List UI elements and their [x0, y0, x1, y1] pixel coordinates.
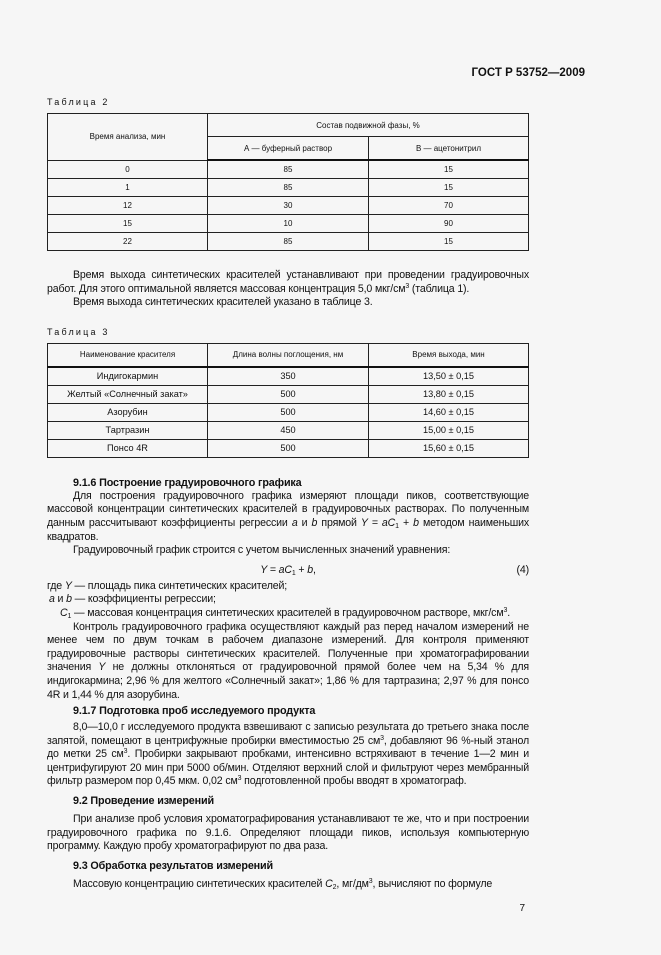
text: Контроль градуировочного графика осуществляют каждый раз перед началом измерений не менее чем по двум точкам в рабочем диапазоне измерений. Для контроля применяют градуировочные растворы синтетических красителей. Полученные при хроматографировании значения — [47, 620, 529, 674]
text: Градуировочный график строится с учетом вычисленных значений уравнения: — [73, 544, 451, 557]
section-9-2 — [47, 794, 529, 854]
table-header-cell: Наименование красителя — [48, 343, 208, 367]
table-cell: 500 — [208, 385, 369, 403]
table2-header-a: А — буферный раствор — [208, 137, 369, 161]
table-row — [48, 215, 529, 233]
var: Y — [98, 661, 106, 674]
table2-caption: Таблица 2 — [47, 97, 110, 107]
table-row — [48, 403, 529, 421]
section-heading: 9.3 Обработка результатов измерений — [73, 859, 274, 872]
var: b — [413, 516, 419, 529]
text: . Пробирки закрывают пробками, интенсивно встряхивают в течение 1—2 мин и центрифугируют 20 мин при 5000 об/мин. Отделяют верхний слой и фильтруют через мембранный фильтр размером пор 0,45 мкм. 0,02 см — [47, 748, 529, 788]
table-cell: 14,60 ± 0,15 — [369, 403, 529, 421]
text: прямой — [317, 516, 361, 529]
table-cell: 22 — [48, 233, 208, 251]
table2-header-group: Состав подвижной фазы, % — [208, 114, 529, 137]
retention-paragraph — [47, 269, 529, 310]
text: не должны отклоняться от градуировочной прямой более чем на 5,34 % для индигокармина; 2,96 % для желтого «Солнечный закат»; 1,86 % для тартразина; 2,97 % для понсо 4R и 1,44 % для азорубина. — [47, 661, 529, 701]
var: Y — [64, 579, 72, 592]
table-row — [48, 233, 529, 251]
var: b — [311, 516, 318, 529]
table3-dye-retention — [47, 343, 529, 458]
text: + — [398, 516, 414, 529]
table-cell: 1 — [48, 179, 208, 197]
superscript: 3 — [368, 877, 373, 885]
table-cell: 15,00 ± 0,15 — [369, 421, 529, 439]
text: При анализе проб условия хроматографирования устанавливают те же, что и при построении градуировочного графика по 9.1.6. Определяют площади пиков, используя компьютерную программу. Каждую пробу хроматографируют по два раза. — [47, 813, 529, 853]
text: где — [47, 579, 65, 592]
table-cell: 90 — [369, 215, 529, 233]
text: и — [297, 516, 312, 529]
equation: Y = aC — [360, 516, 396, 529]
text: Массовую концентрацию синтетических красителей — [73, 877, 326, 890]
standard-number-header: ГОСТ Р 53752—2009 — [471, 67, 585, 79]
table-cell: 15 — [369, 179, 529, 197]
section-heading: 9.2 Проведение измерений — [73, 795, 215, 808]
section-heading: 9.1.7 Подготовка проб исследуемого продукта — [73, 705, 316, 718]
text: методом наименьших квадратов. — [47, 516, 530, 543]
text: и — [54, 593, 67, 606]
table-cell: 13,80 ± 0,15 — [369, 385, 529, 403]
table-header-cell: Время выхода, мин — [369, 343, 529, 367]
table-cell: 15 — [48, 215, 208, 233]
var: a — [291, 516, 298, 529]
table-cell: 500 — [208, 439, 369, 457]
table2-mobile-phase — [47, 113, 529, 251]
equation: Y = aC — [260, 563, 292, 576]
superscript: 3 — [503, 606, 508, 614]
superscript: 3 — [123, 748, 128, 756]
text: — массовая концентрация синтетических красителей в градуировочном растворе, мкг/см — [71, 606, 504, 619]
var: C — [60, 606, 68, 619]
section-9-3 — [47, 859, 529, 892]
superscript: 3 — [380, 734, 384, 742]
text: , добавляют 96 %-ный этанол до метки 25 см — [47, 734, 529, 761]
table-cell: Азорубин — [48, 403, 208, 421]
table-cell: 70 — [369, 197, 529, 215]
table2-header-b: В — ацетонитрил — [369, 137, 529, 161]
subscript: 1 — [291, 569, 296, 577]
formula-4 — [47, 562, 529, 578]
var: b — [66, 593, 72, 606]
table-cell: 13,50 ± 0,15 — [369, 367, 529, 386]
table-cell: 15 — [369, 233, 529, 251]
subscript: 1 — [67, 612, 72, 620]
table-cell: Желтый «Солнечный закат» — [48, 385, 208, 403]
table-row — [48, 367, 529, 386]
table-row — [48, 421, 529, 439]
text: (таблица 1). — [409, 282, 470, 295]
table-cell: 15,60 ± 0,15 — [369, 439, 529, 457]
section-9-1-6 — [47, 476, 529, 702]
table-cell: 15 — [369, 160, 529, 179]
subscript: 1 — [395, 522, 399, 530]
section-heading: 9.1.6 Построение градуировочного графика — [73, 476, 302, 489]
text: Время выхода синтетических красителей устанавливают при проведении градуировочных работ. Для этого оптимальной является массовая концентрация 5,0 мкг/см — [47, 269, 529, 295]
text: . — [507, 606, 510, 619]
table-cell: 85 — [208, 233, 369, 251]
text: , мг/дм — [336, 877, 369, 890]
table-header-cell: Длина волны поглощения, нм — [208, 343, 369, 367]
text: подготовленной пробы вводят в хроматограф. — [241, 775, 467, 788]
text: — площадь пика синтетических красителей; — [71, 579, 288, 592]
table-cell: 30 — [208, 197, 369, 215]
table-cell: 0 — [48, 160, 208, 179]
table-cell: Понсо 4R — [48, 439, 208, 457]
text: Для построения градуировочного графика измеряют площади пиков, соответствующие массовой концентрации синтетических красителей в градуировочных растворах. По полученным данным рассчитывают коэффициенты регрессии — [47, 489, 529, 529]
text: , — [312, 563, 316, 576]
text: 8,0—10,0 г исследуемого продукта взвешивают с записью результата до третьего знака после запятой, помещают в центрифужные пробирки вместимостью 25 см — [47, 721, 529, 747]
table-cell: 12 — [48, 197, 208, 215]
table-cell: 500 — [208, 403, 369, 421]
text: + — [295, 563, 308, 576]
table-row — [48, 179, 529, 197]
table-cell: 85 — [208, 160, 369, 179]
table-cell: 450 — [208, 421, 369, 439]
table3-caption: Таблица 3 — [47, 326, 110, 337]
superscript: 3 — [405, 282, 410, 290]
table-row — [48, 385, 529, 403]
var: C — [325, 877, 333, 890]
table2-header-time: Время анализа, мин — [48, 114, 208, 161]
table-cell: Тартразин — [48, 421, 208, 439]
formula-number: (4) — [516, 563, 529, 576]
section-9-1-7 — [47, 704, 529, 789]
subscript: 2 — [332, 883, 337, 891]
var: a — [49, 593, 55, 606]
superscript: 3 — [237, 775, 242, 783]
text: — коэффициенты регрессии; — [71, 593, 216, 606]
table-cell: 10 — [208, 215, 369, 233]
page-number: 7 — [519, 903, 525, 915]
text: , вычисляют по формуле — [372, 877, 493, 890]
table-cell: 350 — [208, 367, 369, 386]
table-row — [48, 439, 529, 457]
table-row — [48, 197, 529, 215]
text: Время выхода синтетических красителей указано в таблице 3. — [73, 296, 373, 309]
var: b — [307, 563, 313, 576]
table-row — [48, 160, 529, 179]
table-cell: Индигокармин — [48, 367, 208, 386]
table-cell: 85 — [208, 179, 369, 197]
